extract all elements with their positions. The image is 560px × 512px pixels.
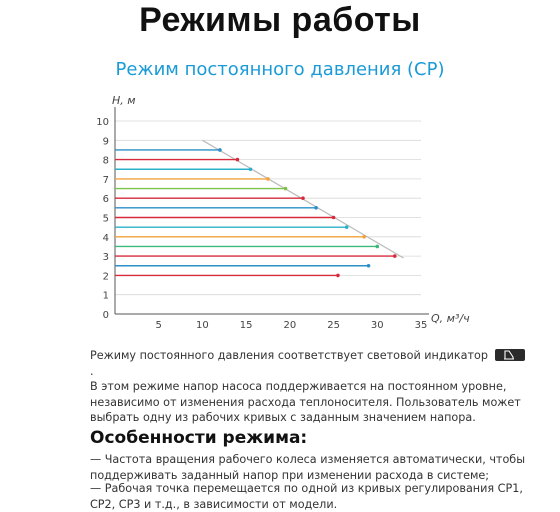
chart-axes <box>115 107 429 314</box>
series-endpoint <box>266 177 270 181</box>
series-endpoint <box>367 264 371 268</box>
indicator-paragraph <box>90 348 530 379</box>
series-endpoint <box>284 187 288 191</box>
x-tick-label: 25 <box>327 320 340 331</box>
description-paragraph: В этом режиме напор насоса поддерживается на постоянном уровне, независимо от изменения расхода теплоносителя. Пользователь может выбрать одну из рабочих кривых с заданным значением напора. <box>90 380 521 424</box>
series-endpoint <box>332 216 336 220</box>
x-tick-label: 20 <box>283 320 297 331</box>
y-tick-label: 10 <box>96 117 109 128</box>
y-tick-label: 1 <box>102 290 109 302</box>
feature-item-1: — Частота вращения рабочего колеса изменяется автоматически, чтобы поддерживать заданный напор при изменении расхода в системе; <box>90 453 526 482</box>
pressure-mode-indicator-icon <box>495 349 525 361</box>
y-tick-label: 2 <box>102 271 109 283</box>
y-tick-label: 4 <box>102 232 109 244</box>
y-tick-label: 5 <box>102 213 109 225</box>
series-endpoint <box>314 206 318 210</box>
y-tick-label: 8 <box>102 155 109 167</box>
y-tick-label: 3 <box>102 252 109 264</box>
series-endpoint <box>375 245 379 249</box>
x-axis-label: Q, м³/ч <box>431 312 470 325</box>
y-tick-label: 7 <box>102 174 109 186</box>
series-endpoint <box>236 158 240 162</box>
y-axis-label: H, м <box>112 94 136 107</box>
series-endpoint <box>249 167 253 171</box>
series-endpoint <box>301 196 305 200</box>
series-endpoint <box>362 235 366 239</box>
series-endpoint <box>218 148 222 152</box>
pressure-mode-glyph <box>503 350 515 360</box>
mode-subtitle: Режим постоянного давления (CP) <box>115 59 445 80</box>
x-tick-label: 10 <box>196 320 209 331</box>
chart-series <box>115 140 404 277</box>
pressure-curves-chart <box>0 88 560 338</box>
features-heading: Особенности режима: <box>90 428 308 448</box>
indicator-text: Режиму постоянного давления соответствует световой индикатор <box>90 349 488 362</box>
y-tick-label: 6 <box>102 194 109 206</box>
chart-labels <box>96 94 470 331</box>
y-tick-label: 9 <box>102 136 109 148</box>
x-tick-label: 30 <box>370 320 384 331</box>
x-tick-label: 35 <box>414 320 428 331</box>
series-endpoint <box>393 254 397 258</box>
y-tick-label: 0 <box>102 310 109 321</box>
indicator-tail: . <box>90 364 94 378</box>
x-tick-label: 15 <box>239 320 253 331</box>
x-tick-label: 5 <box>155 320 162 331</box>
feature-item-2: — Рабочая точка перемещается по одной из кривых регулирования CP1, CP2, CP3 и т.д., в зависимости от модели. <box>90 482 523 511</box>
series-endpoint <box>336 274 340 278</box>
series-endpoint <box>345 225 349 229</box>
page-title: Режимы работы <box>139 1 421 39</box>
